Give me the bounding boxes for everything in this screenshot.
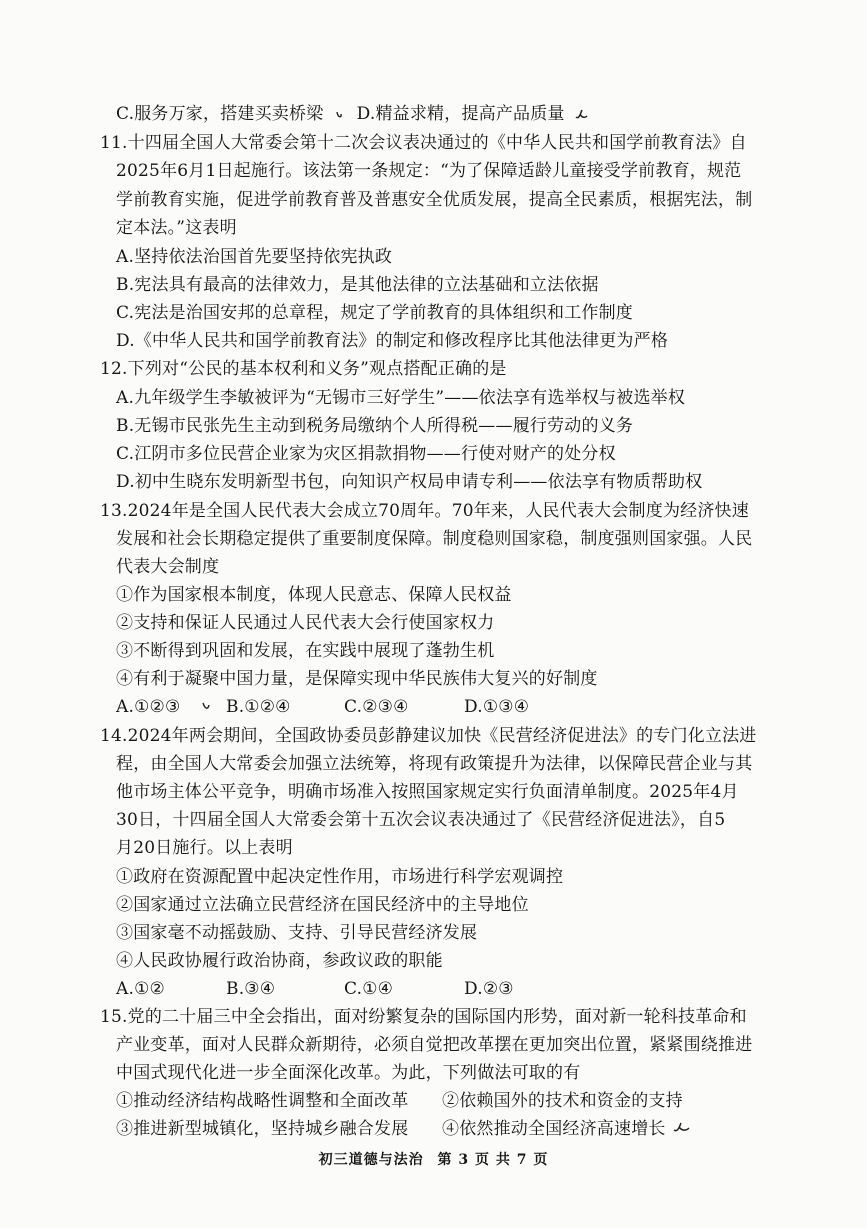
q13-item: ②支持和保证人民通过人民代表大会行使国家权力 xyxy=(116,613,495,633)
pen-mark-icon xyxy=(672,1121,690,1135)
q13-item: ③不断得到巩固和发展，在实践中展现了蓬勃生机 xyxy=(116,641,495,661)
q14-choice-a: A.①② xyxy=(116,979,165,999)
q14-stem-line: 程，由全国人大常委会加强立法统筹，将现有政策提升为法律，以保障民营企业与其 xyxy=(116,754,753,774)
q14-item: ③国家毫不动摇鼓励、支持、引导民营经济发展 xyxy=(116,923,478,943)
pen-mark-icon xyxy=(574,108,588,122)
q14-item: ①政府在资源配置中起决定性作用，市场进行科学宏观调控 xyxy=(116,867,564,887)
q15-item: ②依赖国外的技术和资金的支持 xyxy=(442,1091,683,1111)
q14-item: ④人民政协履行政治协商，参政议政的职能 xyxy=(116,951,443,971)
q12-option: A.九年级学生李敏被评为“无锡市三好学生”——依法享有选举权与被选举权 xyxy=(116,388,686,408)
q14-choice-c: C.①④ xyxy=(344,979,394,999)
q10-option-d: D.精益求精，提高产品质量 xyxy=(356,104,565,124)
q15-item: ③推进新型城镇化，坚持城乡融合发展 xyxy=(116,1119,409,1139)
q15-stem-line: 15.党的二十届三中全会指出，面对纷繁复杂的国际国内形势，面对新一轮科技革命和 xyxy=(100,1007,747,1027)
q15-stem-line: 中国式现代化进一步全面深化改革。为此，下列做法可取的有 xyxy=(116,1063,581,1083)
q13-item: ④有利于凝聚中国力量，是保障实现中华民族伟大复兴的好制度 xyxy=(116,669,598,689)
q13-stem-line: 代表大会制度 xyxy=(116,557,220,577)
pen-mark-icon xyxy=(333,108,347,122)
q10-option-c: C.服务万家，搭建买卖桥梁 xyxy=(116,104,324,124)
page-footer xyxy=(0,1150,867,1170)
q13-choice-c: C.②③④ xyxy=(344,697,409,717)
q14-item: ②国家通过立法确立民营经济在国民经济中的主导地位 xyxy=(116,895,529,915)
pen-mark-icon xyxy=(200,700,214,714)
q14-stem-line: 月20日施行。以上表明 xyxy=(116,838,293,858)
q12-stem: 12.下列对“公民的基本权利和义务”观点搭配正确的是 xyxy=(100,359,507,379)
q14-choice-d: D.②③ xyxy=(464,979,514,999)
footer-page-number: 第 3 页 共 7 页 xyxy=(437,1152,549,1168)
q12-option: B.无锡市民张先生主动到税务局缴纳个人所得税——履行劳动的义务 xyxy=(116,416,634,436)
q12-option: C.江阴市多位民营企业家为灾区捐款捐物——行使对财产的处分权 xyxy=(116,444,616,464)
q11-stem-line: 学前教育实施，促进学前教育普及普惠安全优质发展，提高全民素质，根据宪法，制 xyxy=(116,190,753,210)
q11-option: A.坚持依法治国首先要坚持依宪执政 xyxy=(116,247,393,267)
q15-item: ④依然推动全国经济高速增长 xyxy=(442,1119,666,1139)
footer-subject: 初三道德与法治 xyxy=(318,1152,424,1168)
q14-choice-b: B.③④ xyxy=(226,979,276,999)
q14-stem-line: 30日，十四届全国人大常委会第十五次会议表决通过了《民营经济促进法》，自5 xyxy=(116,810,726,830)
q13-stem-line: 发展和社会长期稳定提供了重要制度保障。制度稳则国家稳，制度强则国家强。人民 xyxy=(116,529,753,549)
q10-option-row xyxy=(116,103,592,125)
q13-stem-line: 13.2024年是全国人民代表大会成立70周年。70年来，人民代表大会制度为经济快速 xyxy=(100,501,749,521)
q14-stem-line: 14.2024年两会期间，全国政协委员彭静建议加快《民营经济促进法》的专门化立法进 xyxy=(100,726,757,746)
q11-stem-line: 2025年6月1日起施行。该法第一条规定：“为了保障适龄儿童接受学前教育，规范 xyxy=(116,161,742,181)
q11-stem-line: 11.十四届全国人大常委会第十二次会议表决通过的《中华人民共和国学前教育法》自 xyxy=(100,133,747,153)
q11-stem-line: 定本法。”这表明 xyxy=(116,218,237,238)
q11-option: D.《中华人民共和国学前教育法》的制定和修改程序比其他法律更为严格 xyxy=(116,331,669,351)
q15-item: ①推动经济结构战略性调整和全面改革 xyxy=(116,1091,409,1111)
q12-option: D.初中生晓东发明新型书包，向知识产权局申请专利——依法享有物质帮助权 xyxy=(116,472,703,492)
q13-choice-a: A.①②③ xyxy=(116,697,181,717)
q11-option: B.宪法具有最高的法律效力，是其他法律的立法基础和立法依据 xyxy=(116,275,599,295)
q11-option: C.宪法是治国安邦的总章程，规定了学前教育的具体组织和工作制度 xyxy=(116,303,634,323)
q13-choice-b: B.①②④ xyxy=(226,697,291,717)
q13-item: ①作为国家根本制度，体现人民意志、保障人民权益 xyxy=(116,585,512,605)
q15-stem-line: 产业变革，面对人民群众新期待，必须自觉把改革摆在更加突出位置，紧紧围绕推进 xyxy=(116,1035,753,1055)
q14-stem-line: 他市场主体公平竞争，明确市场准入按照国家规定实行负面清单制度。2025年4月 xyxy=(116,782,739,802)
q13-choice-d: D.①③④ xyxy=(464,697,530,717)
